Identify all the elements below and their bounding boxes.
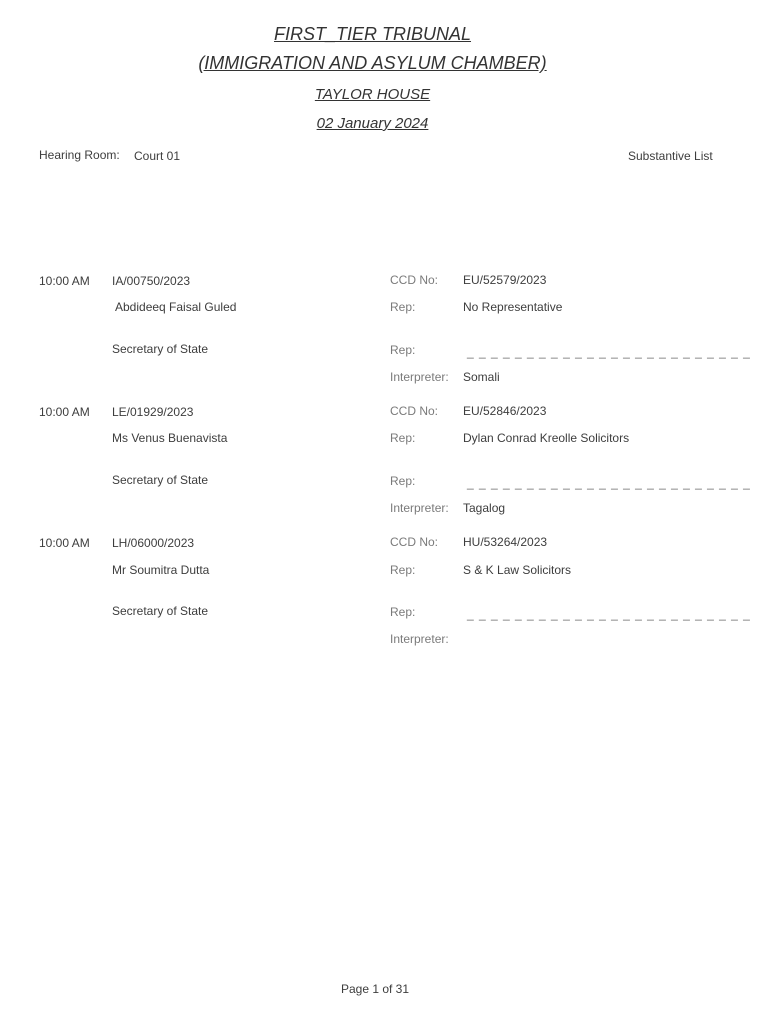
rep-label: Rep: [390, 474, 416, 488]
chamber-title: (IMMIGRATION AND ASYLUM CHAMBER) [198, 53, 547, 73]
respondent-rep-blank: _ _ _ _ _ _ _ _ _ _ _ _ _ _ _ _ _ _ _ _ _ _ _ _ [467, 345, 751, 359]
hearing-date: 02 January 2024 [316, 115, 429, 132]
appellant-representative: S & K Law Solicitors [463, 563, 572, 577]
appellant-name: Mr Soumitra Dutta [112, 563, 210, 577]
interpreter-label: Interpreter: [390, 632, 449, 646]
page-number: Page 1 of 31 [340, 982, 410, 996]
respondent-name: Secretary of State [112, 342, 209, 356]
hearing-room-label: Hearing Room: [39, 148, 120, 162]
respondent-rep-blank: _ _ _ _ _ _ _ _ _ _ _ _ _ _ _ _ _ _ _ _ _ _ _ _ [467, 476, 751, 490]
ccd-number: HU/53264/2023 [463, 535, 548, 549]
interpreter-language: Somali [463, 370, 500, 384]
ccd-number: EU/52846/2023 [463, 404, 547, 418]
interpreter-label: Interpreter: [390, 501, 449, 515]
tribunal-title: FIRST_TIER TRIBUNAL [273, 24, 472, 44]
rep-label: Rep: [390, 300, 416, 314]
case-reference: IA/00750/2023 [112, 274, 191, 288]
interpreter-language: Tagalog [463, 501, 506, 515]
appellant-representative: No Representative [463, 300, 563, 314]
case-time: 10:00 AM [39, 274, 90, 288]
list-type: Substantive List [628, 149, 713, 163]
respondent-name: Secretary of State [112, 473, 209, 487]
location-title: TAYLOR HOUSE [314, 86, 431, 103]
rep-label: Rep: [390, 563, 416, 577]
ccd-number: EU/52579/2023 [463, 273, 547, 287]
ccd-label: CCD No: [390, 535, 439, 549]
respondent-name: Secretary of State [112, 604, 209, 618]
appellant-name: Ms Venus Buenavista [112, 431, 228, 445]
case-reference: LE/01929/2023 [112, 405, 194, 419]
respondent-rep-blank: _ _ _ _ _ _ _ _ _ _ _ _ _ _ _ _ _ _ _ _ _ _ _ _ [467, 607, 751, 621]
rep-label: Rep: [390, 605, 416, 619]
case-time: 10:00 AM [39, 536, 90, 550]
rep-label: Rep: [390, 343, 416, 357]
case-time: 10:00 AM [39, 405, 90, 419]
hearing-room-value: Court 01 [134, 149, 181, 163]
appellant-name: Abdideeq Faisal Guled [115, 300, 237, 314]
rep-label: Rep: [390, 431, 416, 445]
interpreter-label: Interpreter: [390, 370, 449, 384]
appellant-representative: Dylan Conrad Kreolle Solicitors [463, 431, 630, 445]
case-reference: LH/06000/2023 [112, 536, 195, 550]
ccd-label: CCD No: [390, 404, 439, 418]
ccd-label: CCD No: [390, 273, 439, 287]
